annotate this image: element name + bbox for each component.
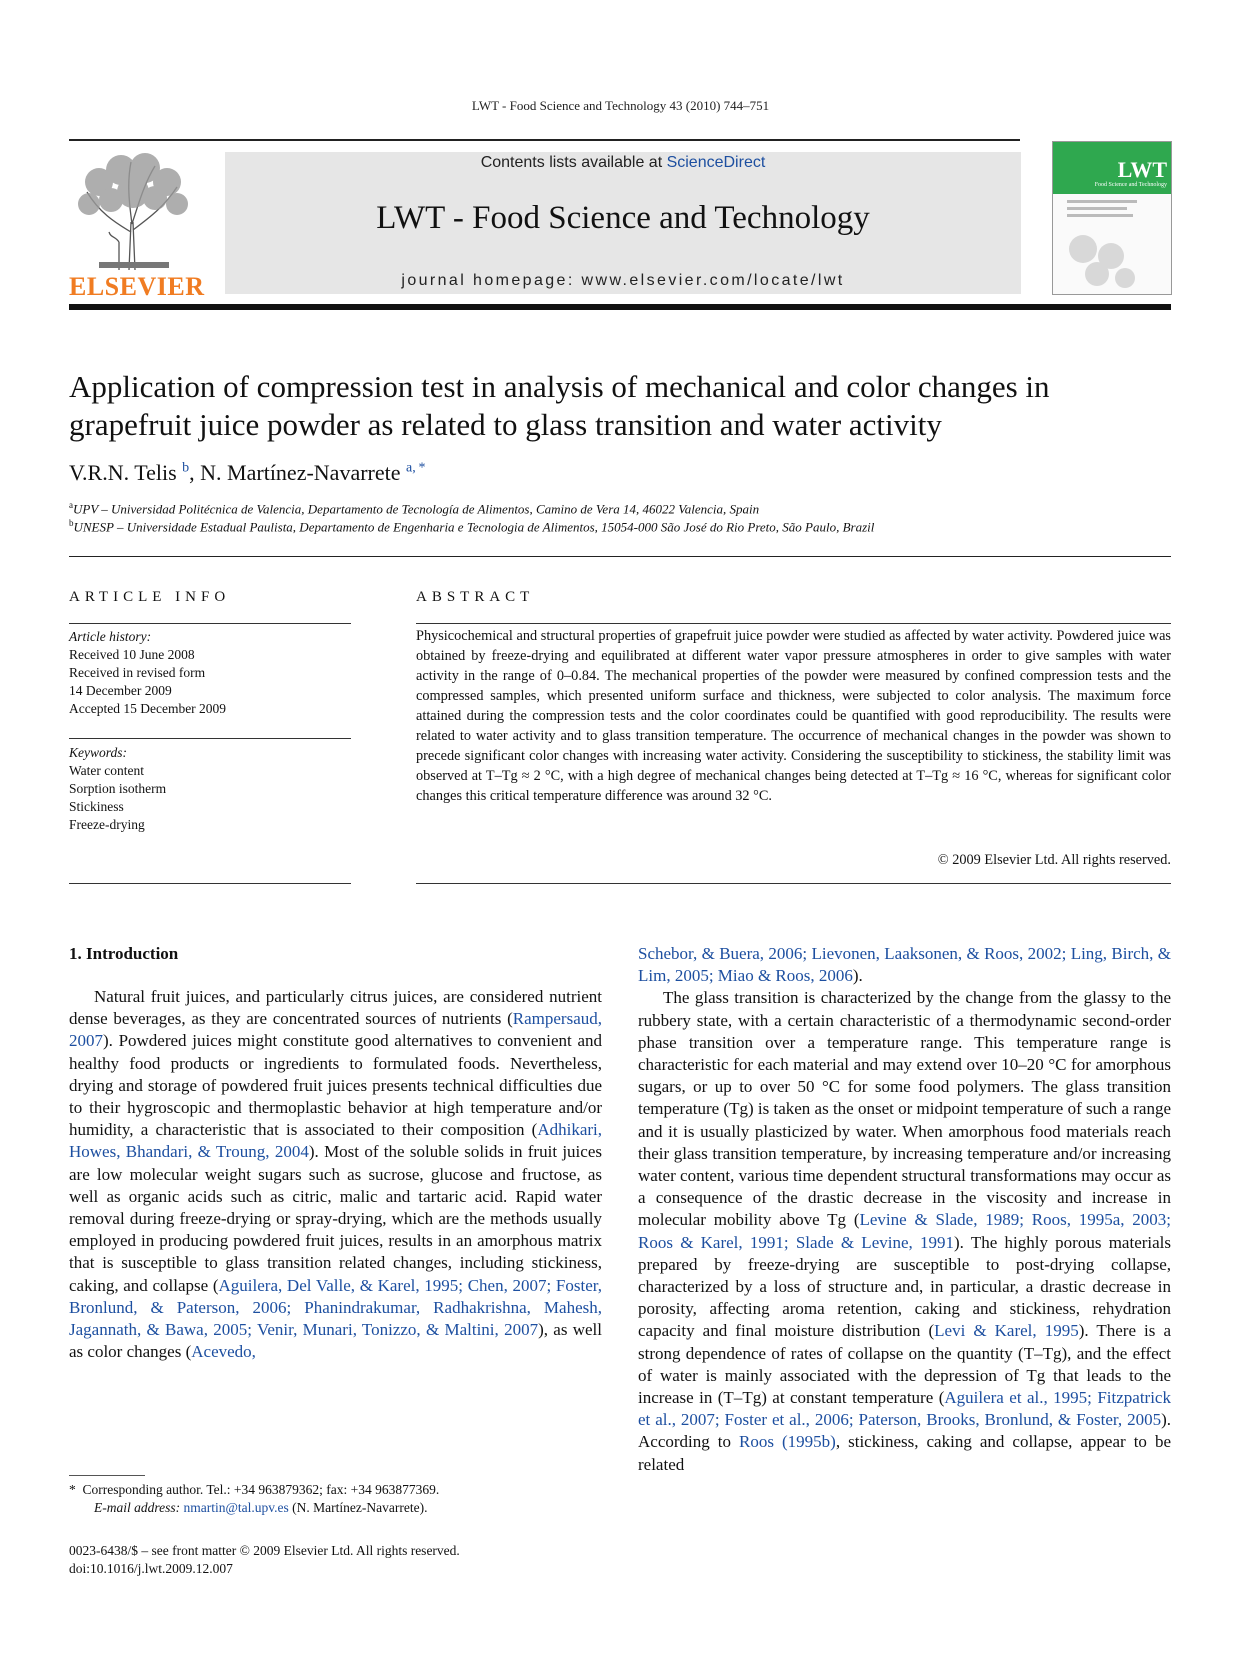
history-line: Accepted 15 December 2009 <box>69 701 227 716</box>
paragraph <box>638 987 1171 1475</box>
body-text: ). Most of the soluble solids in fruit juices are low molecular weight sugars such as sucrose, glucose and fructose, as well as organic acids such as citric, malic and tartaric acid. Rapid water removal during freeze-drying or spray-drying, which are the methods usually employed in producing powdered fruit juices, results in an amorphous matrix that is susceptible to glass transition related changes, including stickiness, caking, and collapse ( <box>69 1142 602 1295</box>
author-list: V.R.N. Telis $^b$, N. Martínez-Navarrete $^{a, *}$ <box>69 460 426 485</box>
keyword: Water content <box>69 763 145 778</box>
body-text: ). <box>852 966 863 986</box>
footnote-mark: * <box>69 1482 76 1497</box>
email-link[interactable]: nmartin@tal.upv.es <box>183 1500 289 1515</box>
body-text: ). According to <box>638 1410 1171 1452</box>
cover-subtitle: Food Science and Technology <box>1094 182 1167 188</box>
cover-image <box>1053 194 1171 294</box>
info-rule <box>69 623 351 624</box>
header-rule <box>69 139 1020 141</box>
keyword: Stickiness <box>69 799 124 814</box>
article-info-heading: ARTICLE INFO <box>69 589 231 605</box>
journal-cover-thumbnail <box>1052 141 1172 295</box>
affiliation-b: $^b$UNESP – Universidade Estadual Paulista, Departamento de Engenharia e Tecnologia de Alimentos, 15054-000 São José do Rio Preto, São Paulo, Brazil <box>69 518 875 535</box>
keywords <box>69 744 351 834</box>
citation-link[interactable]: Roos (1995b) <box>739 1432 836 1452</box>
contents-prefix: Contents lists available at <box>480 154 667 171</box>
contents-line <box>225 154 1021 172</box>
elsevier-wordmark: ELSEVIER <box>69 272 205 301</box>
abstract-heading: ABSTRACT <box>416 589 535 605</box>
info-rule <box>69 883 351 884</box>
citation-link[interactable]: Aguilera, Del Valle, & Karel, 1995; Chen, 2007; Foster, Bronlund, & Paterson, 2006; Phanindrakumar, Radhakrishna, Mahesh, Jagannath, & Bawa, 2005; Venir, Munari, Tonizzo, & Maltini, 2007 <box>69 1275 602 1340</box>
citation-link[interactable]: Acevedo, <box>191 1342 256 1362</box>
affiliation-marker[interactable]: a, * <box>406 460 426 476</box>
abstract-rule <box>416 623 1171 624</box>
paragraph <box>69 986 602 1363</box>
keywords-label: Keywords: <box>69 745 127 760</box>
body-text: , stickiness, caking and collapse, appear to be related <box>638 1432 1171 1474</box>
author-name: V.R.N. Telis <box>69 460 177 485</box>
paragraph <box>638 943 1171 987</box>
footnote-rule <box>69 1475 145 1476</box>
journal-homepage[interactable]: journal homepage: www.elsevier.com/locate/lwt <box>401 272 845 289</box>
issn-line: 0023-6438/$ – see front matter © 2009 Elsevier Ltd. All rights reserved. <box>69 1543 460 1558</box>
citation-link[interactable]: Levi & Karel, 1995 <box>934 1321 1079 1341</box>
history-line: Received in revised form <box>69 665 206 680</box>
corresponding-author-note: * Corresponding author. Tel.: +34 963879362; fax: +34 963877369. <box>69 1482 440 1497</box>
citation-link[interactable]: Rampersaud, 2007 <box>69 1009 602 1051</box>
abstract-rule <box>416 883 1171 884</box>
journal-citation: LWT - Food Science and Technology 43 (2010) 744–751 <box>471 98 770 113</box>
doi-line[interactable]: doi:10.1016/j.lwt.2009.12.007 <box>69 1561 233 1576</box>
journal-name: LWT - Food Science and Technology <box>376 200 870 236</box>
sciencedirect-link[interactable]: ScienceDirect <box>666 154 766 171</box>
affiliation-a: $^a$UPV – Universidad Politécnica de Valencia, Departamento de Tecnología de Alimentos, Camino de Vera 14, 46022 Valencia, Spain <box>69 500 760 517</box>
email-note: E-mail address: nmartin@tal.upv.es (N. Martínez-Navarrete). <box>94 1500 428 1515</box>
section-heading: 1. Introduction <box>69 944 179 963</box>
article-history <box>69 628 351 718</box>
body-text: ). Powdered juices might constitute good alternatives to convenient and healthy food products or ingredients to formulated foods. Nevertheless, drying and storage of powdered fruit juices presents technical difficulties due to their hygroscopic and thermoplastic behavior at high temperature and/or humidity, a characteristic that is associated to their composition ( <box>69 1031 602 1140</box>
cover-title: LWT <box>1117 157 1167 182</box>
affiliation-marker[interactable]: b <box>182 460 190 476</box>
body-text: ), as well as color changes ( <box>69 1320 602 1362</box>
info-rule <box>69 738 351 739</box>
keyword: Sorption isotherm <box>69 781 167 796</box>
citation-link[interactable]: Schebor, & Buera, 2006; Lievonen, Laaksonen, & Roos, 2002; Ling, Birch, & Lim, 2005; Miao & Roos, 2006 <box>638 944 1171 986</box>
abstract-copyright: © 2009 Elsevier Ltd. All rights reserved. <box>937 852 1171 868</box>
citation-link[interactable]: Adhikari, Howes, Bhandari, & Troung, 2004 <box>69 1120 602 1162</box>
history-line: 14 December 2009 <box>69 683 172 698</box>
body-column-left <box>69 986 602 1363</box>
body-column-right <box>638 943 1171 1476</box>
body-text: Natural fruit juices, and particularly citrus juices, are considered nutrient dense beverages, as they are concentrated sources of nutrients ( <box>69 987 602 1029</box>
history-label: Article history: <box>69 629 152 644</box>
body-text: ). There is a strong dependence of rates of collapse on the quantity (T–Tg), and the effect of water is mainly associated with the depression of Tg that leads to the increase in (T–Tg) at constant temperature ( <box>638 1321 1171 1408</box>
article-title: Application of compression test in analysis of mechanical and color changes in grapefruit juice powder as related to glass transition and water activity <box>69 369 1050 442</box>
citation-link[interactable]: Aguilera et al., 1995; Fitzpatrick et al., 2007; Foster et al., 2006; Paterson, Brooks, Bronlund, & Foster, 2005 <box>638 1388 1171 1430</box>
body-text: ). The highly porous materials prepared by freeze-drying are susceptible to post-drying collapse, characterized by a loss of structure and, in particular, a drastic decrease in porosity, affecting aroma retention, caking and stickiness, rehydration capacity and final moisture distribution ( <box>638 1232 1172 1341</box>
section-divider <box>69 556 1171 557</box>
history-line: Received 10 June 2008 <box>69 647 195 662</box>
author-name: N. Martínez-Navarrete <box>200 460 401 485</box>
citation-link[interactable]: Levine & Slade, 1989; Roos, 1995a, 2003; Roos & Karel, 1991; Slade & Levine, 1991 <box>638 1210 1171 1252</box>
body-text: The glass transition is characterized by the change from the glassy to the rubbery state, with a certain characteristic of a thermodynamic second-order phase transition over a temperature range. This temperature range is characteristic for each material and may extend over 10–20 °C for amorphous sugars, or up to over 50 °C for some food polymers. The glass transition temperature (Tg) is taken as the onset or midpoint temperature of such a range and it is usually plasticized by water. When amorphous food materials reach their glass transition temperature, by increasing temperature and/or increasing water content, various time dependent structural transformations may occur as a consequence of the drastic decrease in the viscosity and increase in molecular mobility above Tg ( <box>638 988 1171 1230</box>
abstract-text: Physicochemical and structural properties of grapefruit juice powder were studied as affected by water activity. Powdered juice was obtained by freeze-drying and equilibrated at different water vapor pressure atmospheres in order to give samples with water activity in the range of 0–0.84. The mechanical properties of the powder were measured by confined compression tests and the compressed samples, which presented uniform surface and thickness, were subjected to color analysis. The maximum force attained during the compression tests and the color coordinates could be quantified with good reproducibility. The results were related to water activity and to glass transition temperature. The occurrence of mechanical changes in the powder was shown to precede significant color changes with increasing water activity. Considering the susceptibility to stickiness, the stability limit was observed at T–Tg ≈ 2 °C, with a high degree of mechanical changes being detected at T–Tg ≈ 16 °C, whereas for significant color changes this critical temperature difference was around 32 °C. <box>416 628 1171 804</box>
header-thick-rule <box>69 304 1171 310</box>
keyword: Freeze-drying <box>69 817 145 832</box>
